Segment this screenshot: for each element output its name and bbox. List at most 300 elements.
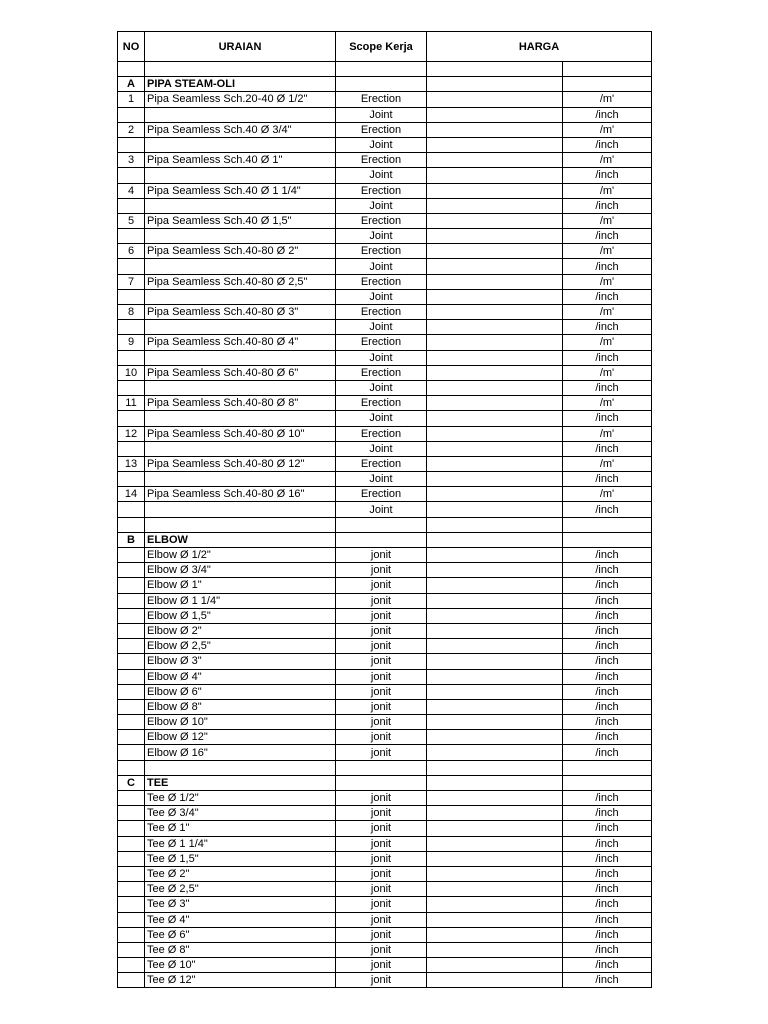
item-unit: /inch — [563, 821, 652, 836]
empty-cell — [427, 517, 563, 532]
item-unit: /inch — [563, 866, 652, 881]
item-unit: /m' — [563, 365, 652, 380]
item-no — [118, 198, 145, 213]
item-no — [118, 745, 145, 760]
item-unit: /inch — [563, 578, 652, 593]
section-code: B — [118, 532, 145, 547]
item-price — [427, 335, 563, 350]
item-description: Tee Ø 4" — [145, 912, 336, 927]
item-description: Pipa Seamless Sch.40-80 Ø 4" — [145, 335, 336, 350]
table-row — [118, 791, 652, 806]
blank-row — [118, 62, 652, 77]
table-row — [118, 320, 652, 335]
item-unit: /inch — [563, 593, 652, 608]
table-row — [118, 289, 652, 304]
item-no — [118, 441, 145, 456]
table-row — [118, 684, 652, 699]
item-unit: /inch — [563, 882, 652, 897]
item-unit: /m' — [563, 122, 652, 137]
item-unit: /m' — [563, 274, 652, 289]
item-price — [427, 259, 563, 274]
item-unit: /inch — [563, 912, 652, 927]
item-description — [145, 229, 336, 244]
table-row — [118, 958, 652, 973]
item-description: Pipa Seamless Sch.40 Ø 1 1/4" — [145, 183, 336, 198]
empty-cell — [118, 760, 145, 775]
item-no — [118, 927, 145, 942]
item-scope: jonit — [336, 806, 427, 821]
item-scope: Erection — [336, 213, 427, 228]
item-no — [118, 472, 145, 487]
item-scope: Erection — [336, 153, 427, 168]
item-scope: jonit — [336, 882, 427, 897]
item-price — [427, 791, 563, 806]
item-price — [427, 578, 563, 593]
item-unit: /inch — [563, 502, 652, 517]
item-description: Pipa Seamless Sch.40-80 Ø 8" — [145, 396, 336, 411]
item-unit: /inch — [563, 137, 652, 152]
item-scope: Erection — [336, 456, 427, 471]
item-no — [118, 715, 145, 730]
item-description — [145, 502, 336, 517]
item-price — [427, 229, 563, 244]
empty-cell — [427, 760, 563, 775]
item-no — [118, 897, 145, 912]
item-no — [118, 942, 145, 957]
table-row — [118, 426, 652, 441]
item-scope: Joint — [336, 441, 427, 456]
item-description: Elbow Ø 1,5" — [145, 608, 336, 623]
item-price — [427, 502, 563, 517]
item-description: Elbow Ø 10" — [145, 715, 336, 730]
item-description: Elbow Ø 3" — [145, 654, 336, 669]
item-description: Pipa Seamless Sch.40-80 Ø 6" — [145, 365, 336, 380]
item-unit: /m' — [563, 456, 652, 471]
empty-cell — [427, 532, 563, 547]
item-unit: /m' — [563, 92, 652, 107]
item-unit: /inch — [563, 350, 652, 365]
empty-cell — [563, 517, 652, 532]
item-scope: jonit — [336, 669, 427, 684]
item-unit: /inch — [563, 942, 652, 957]
table-row — [118, 882, 652, 897]
table-row — [118, 745, 652, 760]
item-unit: /inch — [563, 745, 652, 760]
empty-cell — [118, 517, 145, 532]
item-price — [427, 699, 563, 714]
item-scope: Erection — [336, 335, 427, 350]
item-no — [118, 806, 145, 821]
item-no — [118, 654, 145, 669]
item-price — [427, 350, 563, 365]
item-scope: Joint — [336, 502, 427, 517]
item-scope: Joint — [336, 472, 427, 487]
item-no — [118, 623, 145, 638]
item-no — [118, 639, 145, 654]
item-scope: Joint — [336, 320, 427, 335]
item-no: 4 — [118, 183, 145, 198]
table-row — [118, 411, 652, 426]
empty-cell — [336, 775, 427, 790]
item-price — [427, 669, 563, 684]
item-unit: /inch — [563, 411, 652, 426]
item-no — [118, 958, 145, 973]
table-body — [118, 62, 652, 988]
item-no — [118, 411, 145, 426]
item-unit: /inch — [563, 654, 652, 669]
item-price — [427, 897, 563, 912]
item-price — [427, 821, 563, 836]
item-scope: jonit — [336, 684, 427, 699]
empty-cell — [427, 775, 563, 790]
item-no: 5 — [118, 213, 145, 228]
item-description: Pipa Seamless Sch.40-80 Ø 2,5" — [145, 274, 336, 289]
item-price — [427, 380, 563, 395]
empty-cell — [336, 517, 427, 532]
table-row — [118, 472, 652, 487]
item-scope: jonit — [336, 958, 427, 973]
item-scope: jonit — [336, 836, 427, 851]
table-row — [118, 441, 652, 456]
item-scope: Joint — [336, 168, 427, 183]
item-unit: /inch — [563, 897, 652, 912]
empty-cell — [145, 517, 336, 532]
item-price — [427, 213, 563, 228]
item-scope: Joint — [336, 350, 427, 365]
item-unit: /inch — [563, 229, 652, 244]
item-description: Tee Ø 3" — [145, 897, 336, 912]
item-scope: jonit — [336, 791, 427, 806]
item-no: 9 — [118, 335, 145, 350]
item-price — [427, 153, 563, 168]
item-description: Pipa Seamless Sch.40 Ø 3/4" — [145, 122, 336, 137]
header-uraian: URAIAN — [145, 32, 336, 62]
item-unit: /m' — [563, 487, 652, 502]
item-price — [427, 107, 563, 122]
item-price — [427, 198, 563, 213]
item-price — [427, 305, 563, 320]
table-row — [118, 107, 652, 122]
item-price — [427, 639, 563, 654]
item-no — [118, 699, 145, 714]
item-unit: /m' — [563, 153, 652, 168]
item-description: Tee Ø 12" — [145, 973, 336, 988]
item-price — [427, 365, 563, 380]
item-no: 2 — [118, 122, 145, 137]
item-scope: jonit — [336, 563, 427, 578]
item-scope: jonit — [336, 912, 427, 927]
item-unit: /inch — [563, 836, 652, 851]
item-scope: jonit — [336, 973, 427, 988]
header-scope: Scope Kerja — [336, 32, 427, 62]
item-scope: jonit — [336, 548, 427, 563]
item-unit: /m' — [563, 396, 652, 411]
item-price — [427, 426, 563, 441]
table-row — [118, 244, 652, 259]
item-description: Pipa Seamless Sch.40-80 Ø 10" — [145, 426, 336, 441]
item-description: Tee Ø 2,5" — [145, 882, 336, 897]
item-no — [118, 730, 145, 745]
table-row — [118, 198, 652, 213]
section-code: A — [118, 77, 145, 92]
table-row — [118, 836, 652, 851]
item-no — [118, 229, 145, 244]
item-price — [427, 623, 563, 638]
item-description: Tee Ø 1 1/4" — [145, 836, 336, 851]
empty-cell — [563, 775, 652, 790]
header-harga: HARGA — [427, 32, 652, 62]
item-no: 11 — [118, 396, 145, 411]
item-description — [145, 289, 336, 304]
item-no — [118, 320, 145, 335]
item-no — [118, 548, 145, 563]
item-scope: jonit — [336, 639, 427, 654]
item-scope: Joint — [336, 198, 427, 213]
empty-cell — [118, 62, 145, 77]
table-row — [118, 259, 652, 274]
section-title: ELBOW — [145, 532, 336, 547]
item-price — [427, 608, 563, 623]
item-scope: Erection — [336, 426, 427, 441]
item-no — [118, 821, 145, 836]
table-row — [118, 380, 652, 395]
item-description: Pipa Seamless Sch.40 Ø 1,5" — [145, 213, 336, 228]
item-description: Tee Ø 8" — [145, 942, 336, 957]
item-unit: /inch — [563, 168, 652, 183]
item-no — [118, 608, 145, 623]
item-description — [145, 350, 336, 365]
blank-row — [118, 517, 652, 532]
empty-cell — [336, 62, 427, 77]
table-row — [118, 654, 652, 669]
section-header-row — [118, 77, 652, 92]
table-row — [118, 487, 652, 502]
item-price — [427, 487, 563, 502]
item-price — [427, 730, 563, 745]
item-unit: /inch — [563, 958, 652, 973]
item-price — [427, 593, 563, 608]
item-scope: jonit — [336, 897, 427, 912]
item-description: Pipa Seamless Sch.40-80 Ø 2" — [145, 244, 336, 259]
table-row — [118, 365, 652, 380]
item-description: Elbow Ø 1/2" — [145, 548, 336, 563]
item-description: Elbow Ø 2" — [145, 623, 336, 638]
item-price — [427, 684, 563, 699]
item-unit: /m' — [563, 335, 652, 350]
item-price — [427, 563, 563, 578]
table-row — [118, 92, 652, 107]
item-description: Pipa Seamless Sch.40-80 Ø 12" — [145, 456, 336, 471]
item-price — [427, 122, 563, 137]
item-no — [118, 289, 145, 304]
table-row — [118, 548, 652, 563]
item-price — [427, 396, 563, 411]
item-description: Tee Ø 1,5" — [145, 851, 336, 866]
empty-cell — [563, 532, 652, 547]
item-scope: jonit — [336, 593, 427, 608]
empty-cell — [563, 760, 652, 775]
item-scope: Joint — [336, 229, 427, 244]
item-scope: jonit — [336, 699, 427, 714]
table-row — [118, 137, 652, 152]
table-header-row — [118, 32, 652, 62]
empty-cell — [563, 77, 652, 92]
item-unit: /inch — [563, 320, 652, 335]
table-row — [118, 168, 652, 183]
item-unit: /inch — [563, 684, 652, 699]
table-row — [118, 942, 652, 957]
item-no — [118, 973, 145, 988]
item-no — [118, 836, 145, 851]
item-description — [145, 380, 336, 395]
item-scope: Joint — [336, 137, 427, 152]
item-price — [427, 441, 563, 456]
item-unit: /m' — [563, 213, 652, 228]
section-header-row — [118, 532, 652, 547]
item-scope: Joint — [336, 289, 427, 304]
item-price — [427, 806, 563, 821]
item-unit: /inch — [563, 198, 652, 213]
item-unit: /inch — [563, 380, 652, 395]
item-no — [118, 791, 145, 806]
item-no — [118, 107, 145, 122]
item-price — [427, 912, 563, 927]
item-description — [145, 411, 336, 426]
table-row — [118, 396, 652, 411]
item-unit: /m' — [563, 244, 652, 259]
section-title: TEE — [145, 775, 336, 790]
table-row — [118, 122, 652, 137]
item-scope: jonit — [336, 578, 427, 593]
item-description: Elbow Ø 3/4" — [145, 563, 336, 578]
table-row — [118, 153, 652, 168]
item-description: Elbow Ø 4" — [145, 669, 336, 684]
table-row — [118, 335, 652, 350]
item-no — [118, 912, 145, 927]
item-description: Elbow Ø 8" — [145, 699, 336, 714]
table-row — [118, 699, 652, 714]
item-no — [118, 168, 145, 183]
item-unit: /m' — [563, 426, 652, 441]
table-row — [118, 563, 652, 578]
empty-cell — [145, 760, 336, 775]
item-no — [118, 502, 145, 517]
item-unit: /m' — [563, 183, 652, 198]
item-no — [118, 851, 145, 866]
item-no: 1 — [118, 92, 145, 107]
empty-cell — [336, 760, 427, 775]
item-unit: /inch — [563, 623, 652, 638]
table-row — [118, 456, 652, 471]
item-unit: /inch — [563, 639, 652, 654]
item-unit: /inch — [563, 259, 652, 274]
item-no: 13 — [118, 456, 145, 471]
item-scope: jonit — [336, 715, 427, 730]
item-unit: /inch — [563, 927, 652, 942]
table-row — [118, 213, 652, 228]
item-scope: Erection — [336, 396, 427, 411]
table-row — [118, 229, 652, 244]
item-description: Elbow Ø 1 1/4" — [145, 593, 336, 608]
item-no — [118, 137, 145, 152]
item-unit: /inch — [563, 806, 652, 821]
item-unit: /inch — [563, 472, 652, 487]
item-unit: /inch — [563, 699, 652, 714]
item-no: 14 — [118, 487, 145, 502]
empty-cell — [336, 532, 427, 547]
item-scope: jonit — [336, 654, 427, 669]
item-unit: /inch — [563, 441, 652, 456]
item-description — [145, 320, 336, 335]
table-row — [118, 866, 652, 881]
table-row — [118, 730, 652, 745]
item-no — [118, 866, 145, 881]
table-row — [118, 183, 652, 198]
item-price — [427, 411, 563, 426]
table-row — [118, 639, 652, 654]
item-no: 7 — [118, 274, 145, 289]
table-row — [118, 927, 652, 942]
table-row — [118, 578, 652, 593]
item-description: Elbow Ø 2,5" — [145, 639, 336, 654]
item-no — [118, 684, 145, 699]
item-scope: Erection — [336, 183, 427, 198]
item-price — [427, 745, 563, 760]
table-row — [118, 593, 652, 608]
item-unit: /inch — [563, 563, 652, 578]
item-unit: /inch — [563, 973, 652, 988]
item-scope: Joint — [336, 259, 427, 274]
item-scope: Joint — [336, 380, 427, 395]
item-scope: jonit — [336, 927, 427, 942]
item-description: Tee Ø 10" — [145, 958, 336, 973]
section-header-row — [118, 775, 652, 790]
empty-cell — [427, 62, 563, 77]
blank-row — [118, 760, 652, 775]
header-no: NO — [118, 32, 145, 62]
item-no: 12 — [118, 426, 145, 441]
empty-cell — [336, 77, 427, 92]
item-no: 6 — [118, 244, 145, 259]
item-price — [427, 958, 563, 973]
item-scope: Erection — [336, 365, 427, 380]
item-price — [427, 851, 563, 866]
item-price — [427, 137, 563, 152]
item-price — [427, 92, 563, 107]
item-unit: /inch — [563, 730, 652, 745]
empty-cell — [145, 62, 336, 77]
table-row — [118, 715, 652, 730]
item-description: Tee Ø 1" — [145, 821, 336, 836]
item-unit: /inch — [563, 107, 652, 122]
empty-cell — [563, 62, 652, 77]
table-row — [118, 973, 652, 988]
item-price — [427, 927, 563, 942]
item-scope: Erection — [336, 305, 427, 320]
item-scope: Erection — [336, 92, 427, 107]
item-description: Tee Ø 1/2" — [145, 791, 336, 806]
item-scope: jonit — [336, 942, 427, 957]
item-no — [118, 380, 145, 395]
item-scope: Joint — [336, 411, 427, 426]
item-scope: jonit — [336, 851, 427, 866]
section-title: PIPA STEAM-OLI — [145, 77, 336, 92]
section-code: C — [118, 775, 145, 790]
item-description — [145, 259, 336, 274]
item-scope: Erection — [336, 244, 427, 259]
empty-cell — [427, 77, 563, 92]
item-price — [427, 548, 563, 563]
